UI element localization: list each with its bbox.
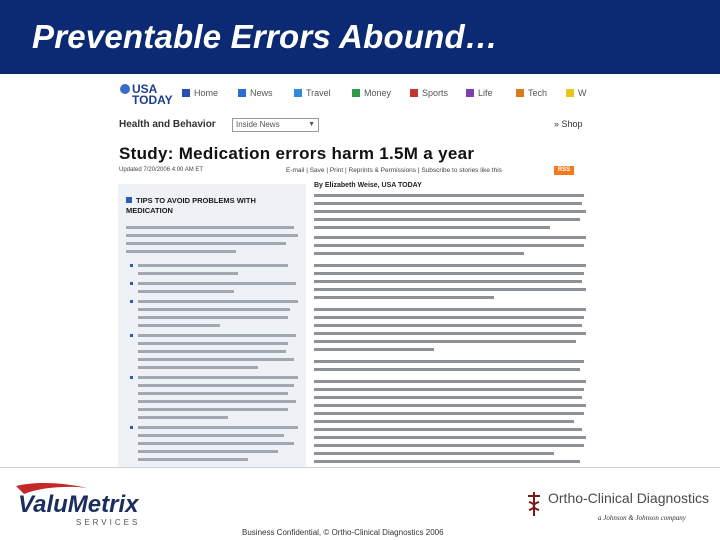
section-title: Health and Behavior (119, 119, 216, 130)
tips-heading-text: TIPS TO AVOID PROBLEMS WITH MEDICATION (126, 196, 256, 215)
nav-item-label: Home (194, 88, 219, 98)
usa-today-logo[interactable] (120, 82, 173, 112)
nav-home-color-icon (182, 89, 190, 97)
article-body (314, 180, 592, 468)
article-meta-row (114, 166, 596, 178)
article-screenshot (114, 80, 596, 468)
nav-item-label: Travel (306, 88, 331, 98)
nav-item-label: W (578, 88, 587, 98)
section-select-value: Inside News (236, 120, 280, 129)
nav-item-label: Life (478, 88, 493, 98)
nav-item-weather[interactable] (566, 88, 587, 102)
nav-item-home[interactable] (182, 88, 218, 102)
nav-item-tech[interactable] (516, 88, 547, 102)
globe-dot-icon (120, 84, 130, 94)
site-nav (182, 88, 592, 102)
byline: By Elizabeth Weise, USA TODAY (314, 182, 422, 189)
ortho-clinical-name: Ortho-Clinical Diagnostics (548, 490, 710, 506)
nav-item-news[interactable] (238, 88, 273, 102)
article-headline: Study: Medication errors harm 1.5M a year (119, 144, 475, 163)
title-bar (0, 0, 720, 74)
shop-link[interactable]: » Shop (554, 119, 583, 129)
footer-divider (0, 467, 720, 468)
nav-item-life[interactable] (466, 88, 493, 102)
article-tools[interactable]: E-mail | Save | Print | Reprints & Permissions | Subscribe to stories like this (286, 167, 502, 174)
nav-sports-color-icon (410, 89, 418, 97)
updated-timestamp: Updated 7/20/2006 4:00 AM ET (119, 167, 204, 173)
nav-life-color-icon (466, 89, 474, 97)
section-select[interactable] (232, 118, 319, 132)
nav-item-sports[interactable] (410, 88, 448, 102)
nav-travel-color-icon (294, 89, 302, 97)
nav-weather-color-icon (566, 89, 574, 97)
usa-today-wordmark: USA TODAY (132, 82, 173, 107)
slide-title: Preventable Errors Abound… (32, 18, 499, 55)
ortho-clinical-tagline: a Johnson & Johnson company (598, 514, 686, 522)
tips-sidebar (118, 184, 306, 468)
nav-item-label: Money (364, 88, 392, 98)
nav-tech-color-icon (516, 89, 524, 97)
chevron-down-icon: ▼ (308, 121, 315, 128)
svg-text:SERVICES: SERVICES (76, 518, 141, 527)
rss-icon[interactable]: RSS (554, 166, 574, 175)
footer-text: Business Confidential, © Ortho-Clinical Diagnostics 2006 (242, 528, 444, 537)
nav-item-money[interactable] (352, 88, 391, 102)
svg-text:ValuMetrix: ValuMetrix (18, 491, 139, 518)
nav-news-color-icon (238, 89, 246, 97)
nav-item-label: Tech (528, 88, 548, 98)
tips-body-text (118, 184, 306, 468)
nav-item-label: Sports (422, 88, 449, 98)
valumetrix-logo (10, 478, 146, 528)
nav-money-color-icon (352, 89, 360, 97)
article-paragraphs (314, 180, 592, 468)
caduceus-icon (528, 492, 540, 516)
nav-item-travel[interactable] (294, 88, 331, 102)
section-bar (114, 116, 596, 134)
nav-item-label: News (250, 88, 273, 98)
